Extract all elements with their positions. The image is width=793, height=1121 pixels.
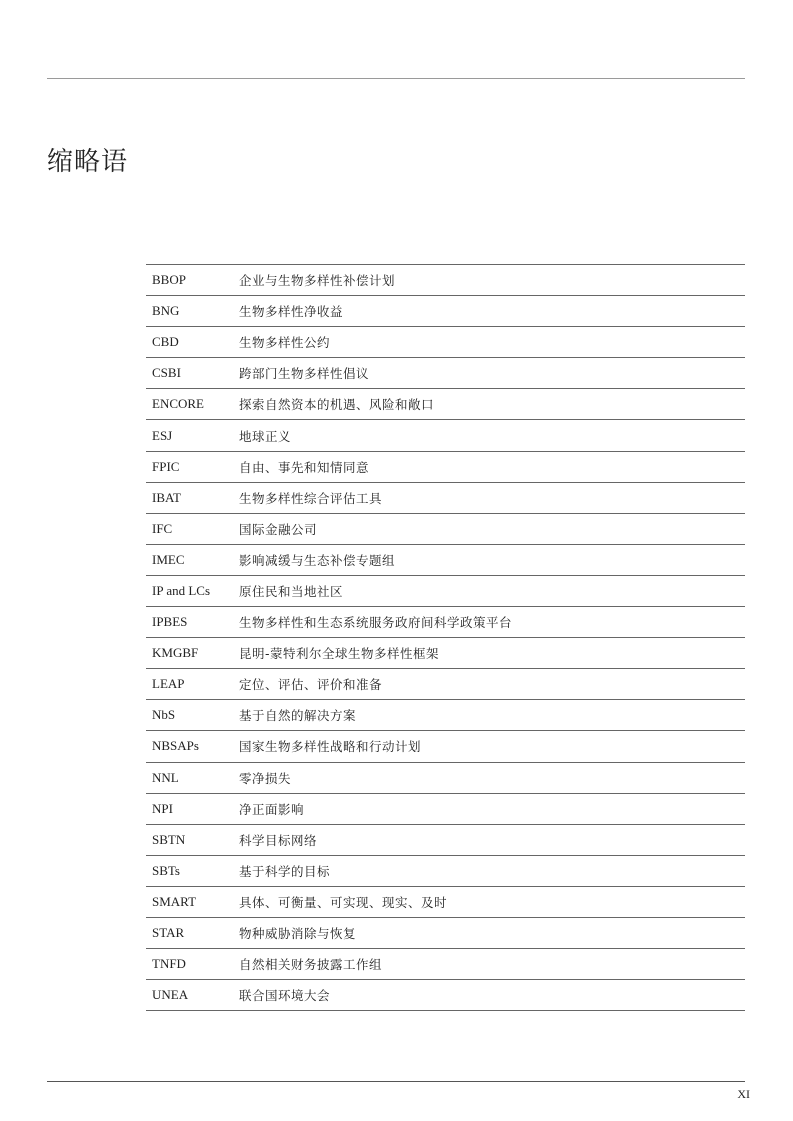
abbreviation-meaning: 定位、评估、评价和准备 <box>232 669 745 700</box>
abbreviation-meaning: 原住民和当地社区 <box>232 575 745 606</box>
abbreviation-table-body <box>146 265 745 1011</box>
abbreviation-term: FPIC <box>146 451 232 482</box>
header-rule <box>47 78 745 79</box>
table-row <box>146 575 745 606</box>
abbreviation-term: KMGBF <box>146 638 232 669</box>
table-row <box>146 420 745 451</box>
abbreviation-meaning: 生物多样性综合评估工具 <box>232 482 745 513</box>
abbreviation-meaning: 具体、可衡量、可实现、现实、及时 <box>232 886 745 917</box>
abbreviation-meaning: 地球正义 <box>232 420 745 451</box>
table-row <box>146 855 745 886</box>
abbreviation-term: TNFD <box>146 949 232 980</box>
page-number: XI <box>737 1087 750 1101</box>
abbreviation-term: BBOP <box>146 265 232 296</box>
table-row <box>146 265 745 296</box>
abbreviation-meaning: 影响减缓与生态补偿专题组 <box>232 544 745 575</box>
table-row <box>146 917 745 948</box>
abbreviation-meaning: 国际金融公司 <box>232 513 745 544</box>
table-row <box>146 793 745 824</box>
abbreviation-term: NbS <box>146 700 232 731</box>
abbreviation-table <box>146 264 745 1011</box>
table-row <box>146 544 745 575</box>
abbreviation-term: SBTN <box>146 824 232 855</box>
abbreviation-meaning: 企业与生物多样性补偿计划 <box>232 265 745 296</box>
abbreviation-meaning: 自然相关财务披露工作组 <box>232 949 745 980</box>
table-row <box>146 762 745 793</box>
abbreviation-term: CSBI <box>146 358 232 389</box>
abbreviation-meaning: 昆明-蒙特利尔全球生物多样性框架 <box>232 638 745 669</box>
abbreviation-term: SBTs <box>146 855 232 886</box>
table-row <box>146 669 745 700</box>
abbreviation-meaning: 基于自然的解决方案 <box>232 700 745 731</box>
abbreviation-term: IBAT <box>146 482 232 513</box>
table-row <box>146 700 745 731</box>
abbreviation-meaning: 自由、事先和知情同意 <box>232 451 745 482</box>
abbreviation-term: ESJ <box>146 420 232 451</box>
table-row <box>146 886 745 917</box>
abbreviation-term: IFC <box>146 513 232 544</box>
table-row <box>146 296 745 327</box>
abbreviation-term: SMART <box>146 886 232 917</box>
footer-rule <box>47 1081 745 1082</box>
abbreviation-term: STAR <box>146 917 232 948</box>
abbreviation-term: IPBES <box>146 607 232 638</box>
abbreviation-meaning: 联合国环境大会 <box>232 980 745 1011</box>
table-row <box>146 731 745 762</box>
abbreviation-meaning: 跨部门生物多样性倡议 <box>232 358 745 389</box>
abbreviation-term: ENCORE <box>146 389 232 420</box>
table-row <box>146 358 745 389</box>
abbreviation-meaning: 生物多样性净收益 <box>232 296 745 327</box>
table-row <box>146 327 745 358</box>
abbreviation-meaning: 探索自然资本的机遇、风险和敞口 <box>232 389 745 420</box>
abbreviation-term: UNEA <box>146 980 232 1011</box>
abbreviation-meaning: 生物多样性公约 <box>232 327 745 358</box>
abbreviation-meaning: 零净损失 <box>232 762 745 793</box>
abbreviation-meaning: 国家生物多样性战略和行动计划 <box>232 731 745 762</box>
table-row <box>146 824 745 855</box>
abbreviation-term: BNG <box>146 296 232 327</box>
abbreviation-meaning: 基于科学的目标 <box>232 855 745 886</box>
page-title: 缩略语 <box>47 147 129 177</box>
table-row <box>146 389 745 420</box>
abbreviation-meaning: 净正面影响 <box>232 793 745 824</box>
abbreviation-term: NPI <box>146 793 232 824</box>
abbreviation-meaning: 物种威胁消除与恢复 <box>232 917 745 948</box>
table-row <box>146 949 745 980</box>
abbreviation-term: NNL <box>146 762 232 793</box>
table-row <box>146 607 745 638</box>
abbreviation-term: CBD <box>146 327 232 358</box>
abbreviation-term: IMEC <box>146 544 232 575</box>
abbreviation-term: IP and LCs <box>146 575 232 606</box>
table-row <box>146 451 745 482</box>
abbreviation-term: NBSAPs <box>146 731 232 762</box>
abbreviation-meaning: 科学目标网络 <box>232 824 745 855</box>
abbreviation-term: LEAP <box>146 669 232 700</box>
table-row <box>146 638 745 669</box>
table-row <box>146 482 745 513</box>
table-row <box>146 980 745 1011</box>
table-row <box>146 513 745 544</box>
abbreviation-meaning: 生物多样性和生态系统服务政府间科学政策平台 <box>232 607 745 638</box>
